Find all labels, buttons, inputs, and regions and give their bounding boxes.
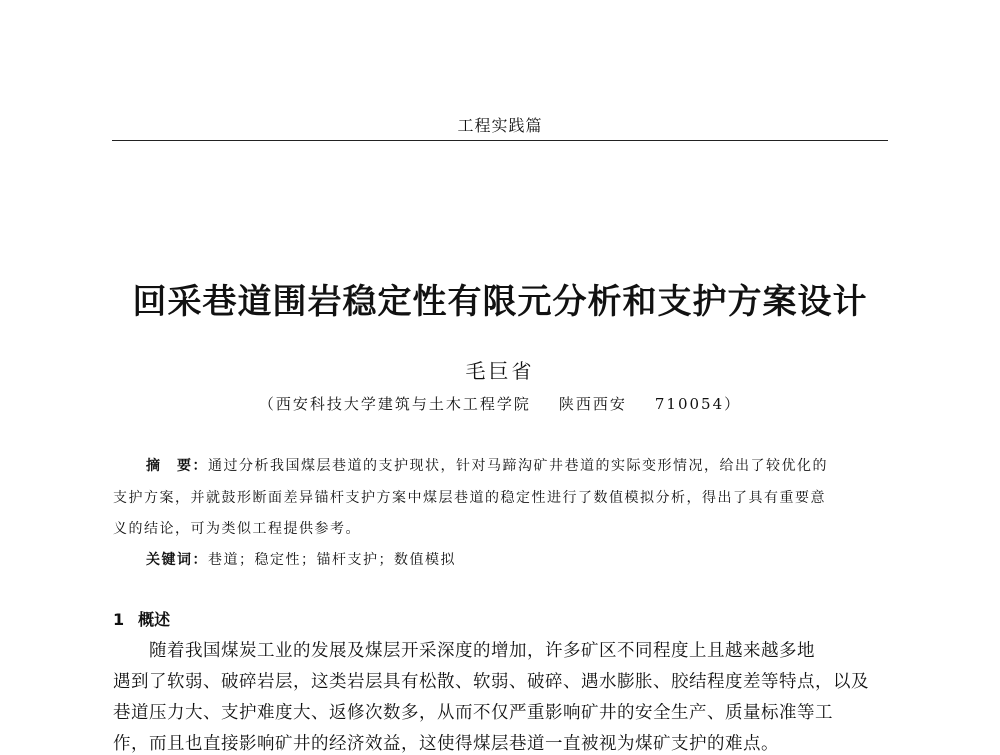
- body-line: 随着我国煤炭工业的发展及煤层开采深度的增加，许多矿区不同程度上且越来越多地: [113, 641, 815, 661]
- abstract-text: 通过分析我国煤层巷道的支护现状，针对马蹄沟矿井巷道的实际变形情况，给出了较优化的: [208, 458, 828, 474]
- abstract-line: 义的结论，可为类似工程提供参考。: [113, 521, 361, 537]
- header-rule: [112, 140, 888, 141]
- affiliation-location: 陕西西安: [558, 395, 627, 413]
- keywords-line: [113, 549, 889, 569]
- abstract-label: 摘 要：: [146, 458, 208, 474]
- section-title: 概述: [138, 610, 171, 629]
- body-line: 作，而且也直接影响矿井的经济效益，这使得煤层巷道一直被视为煤矿支护的难点。: [113, 734, 779, 754]
- section-header: 工程实践篇: [457, 116, 543, 135]
- abstract-line: [113, 455, 889, 475]
- paper-title: 回采巷道围岩稳定性有限元分析和支护方案设计: [132, 282, 868, 322]
- abstract-line: 支护方案，并就鼓形断面差异锚杆支护方案中煤层巷道的稳定性进行了数值模拟分析，得出了具有重要意: [113, 490, 826, 506]
- body-line: 遇到了软弱、破碎岩层，这类岩层具有松散、软弱、破碎、遇水膨胀、胶结程度差等特点，以及: [113, 672, 869, 692]
- body-line: 巷道压力大、支护难度大、返修次数多，从而不仅严重影响矿井的安全生产、质量标准等工: [113, 703, 833, 723]
- section-heading: [113, 607, 170, 630]
- author-name: 毛巨省: [465, 359, 535, 383]
- affiliation-institution: （西安科技大学建筑与土木工程学院: [258, 395, 531, 413]
- keywords-text: 巷道；稳定性；锚杆支护；数值模拟: [208, 552, 456, 568]
- section-number: 1: [113, 610, 125, 629]
- affiliation-postcode: 710054）: [654, 395, 742, 413]
- affiliation: [0, 393, 1000, 414]
- keywords-label: 关键词：: [146, 552, 208, 568]
